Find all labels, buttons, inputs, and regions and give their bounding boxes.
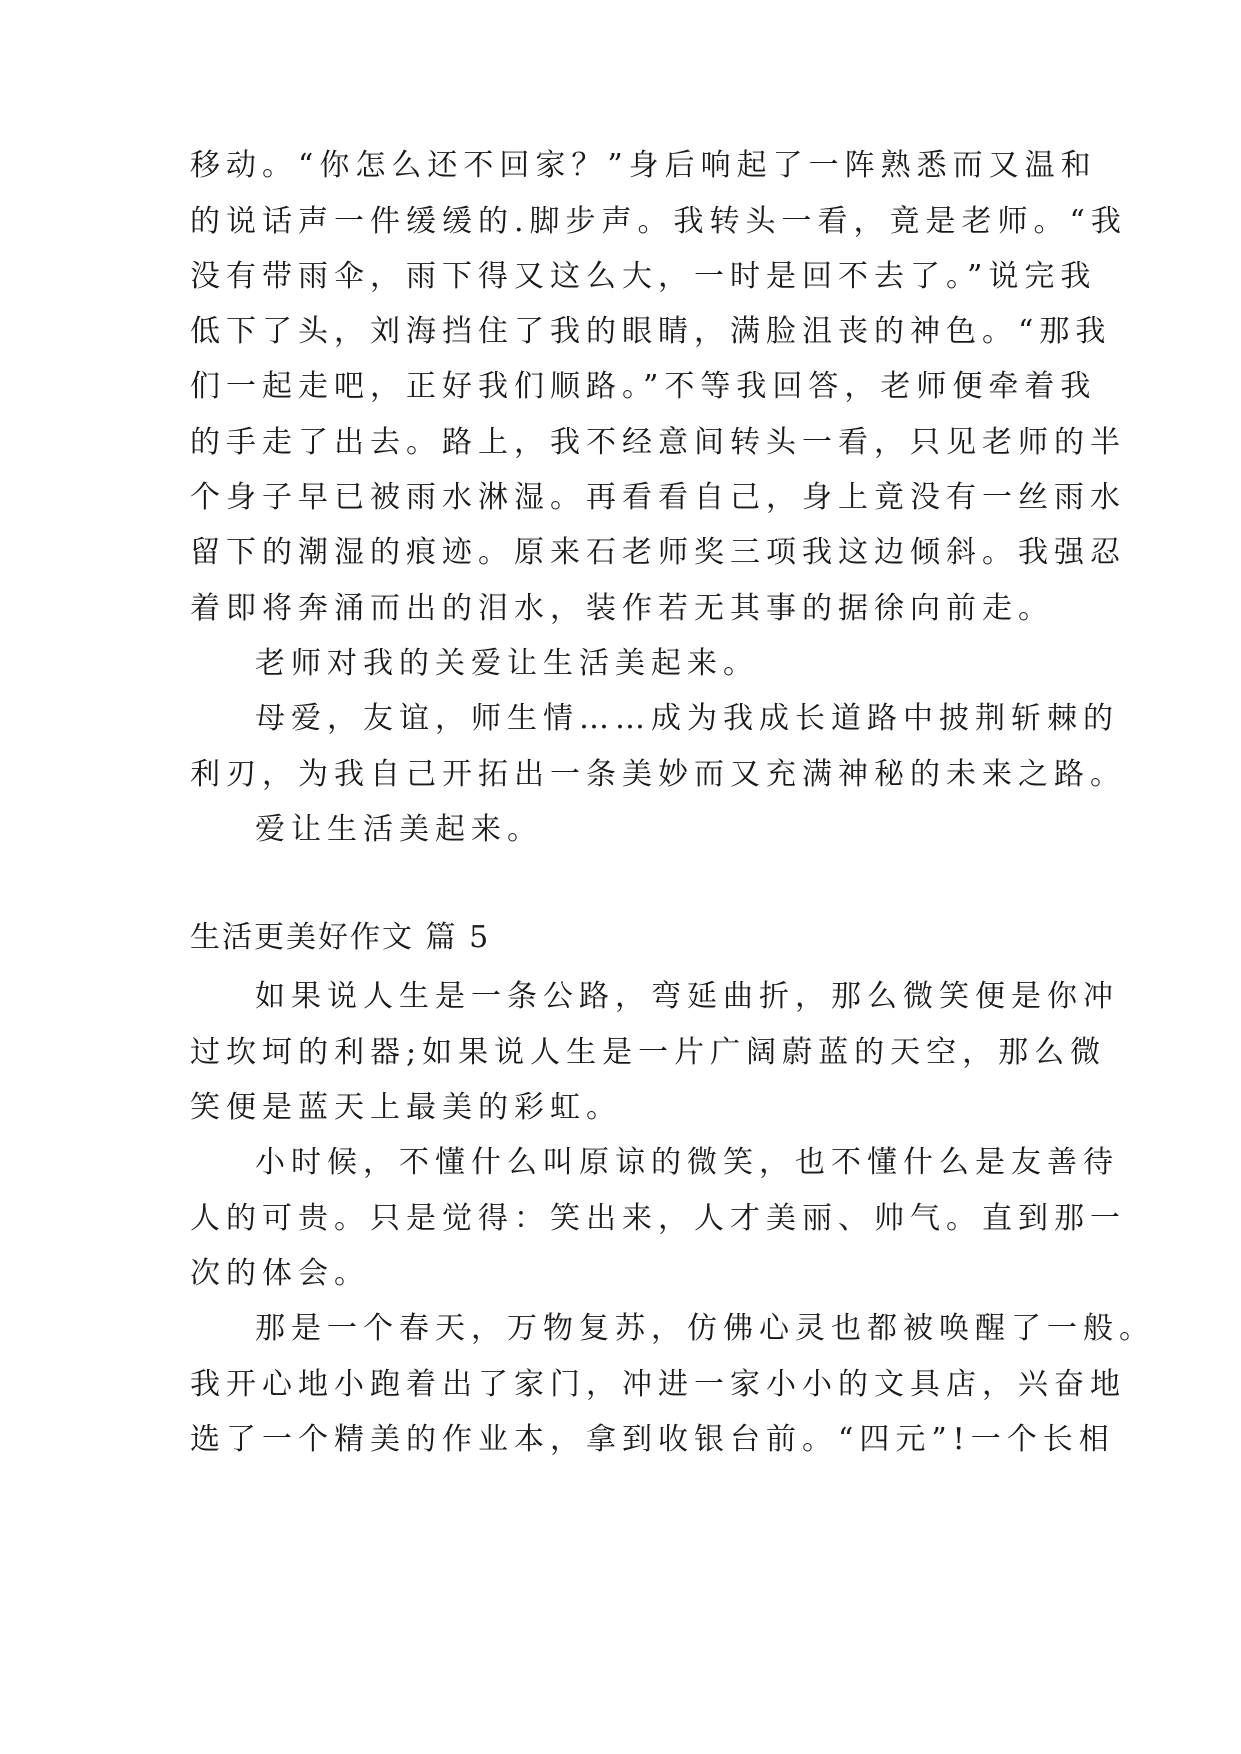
paragraph-line: 个身子早已被雨水淋湿。再看看自己，身上竟没有一丝雨水	[190, 480, 1126, 515]
paragraph-line: 我开心地小跑着出了家门，冲进一家小小的文具店，兴奋地	[190, 1367, 1126, 1402]
paragraph-line: 笑便是蓝天上最美的彩虹。	[190, 1090, 622, 1125]
paragraph-line: 老师对我的关爱让生活美起来。	[255, 646, 759, 681]
paragraph-line: 的手走了出去。路上，我不经意间转头一看，只见老师的半	[190, 425, 1126, 460]
paragraph-line: 移动。“你怎么还不回家？”身后响起了一阵熟悉而又温和	[190, 148, 1097, 183]
section-heading: 生活更美好作文 篇 5	[190, 920, 491, 955]
paragraph-line: 小时候，不懂什么叫原谅的微笑，也不懂什么是友善待	[255, 1145, 1119, 1180]
paragraph-line: 次的体会。	[190, 1256, 370, 1291]
paragraph-line: 过坎坷的利器;如果说人生是一片广阔蔚蓝的天空，那么微	[190, 1035, 1107, 1070]
paragraph-line: 选了一个精美的作业本，拿到收银台前。“四元”!一个长相	[190, 1422, 1115, 1457]
paragraph-line: 的说话声一件缓缓的.脚步声。我转头一看，竟是老师。“我	[190, 204, 1127, 239]
paragraph-line: 留下的潮湿的痕迹。原来石老师奖三项我这边倾斜。我强忍	[190, 535, 1126, 570]
paragraph-line: 人的可贵。只是觉得：笑出来，人才美丽、帅气。直到那一	[190, 1201, 1126, 1236]
paragraph-line: 着即将奔涌而出的泪水，装作若无其事的据徐向前走。	[190, 591, 1054, 626]
paragraph-line: 低下了头，刘海挡住了我的眼睛，满脸沮丧的神色。“那我	[190, 314, 1112, 349]
paragraph-line: 如果说人生是一条公路，弯延曲折，那么微笑便是你冲	[255, 979, 1119, 1014]
paragraph-line: 没有带雨伞，雨下得又这么大，一时是回不去了。”说完我	[190, 259, 1097, 294]
paragraph-line: 们一起走吧，正好我们顺路。”不等我回答，老师便牵着我	[190, 369, 1097, 404]
paragraph-line: 爱让生活美起来。	[255, 812, 543, 847]
paragraph-line: 母爱，友谊，师生情……成为我成长道路中披荆斩棘的	[255, 701, 1119, 736]
paragraph-line: 利刃，为我自己开拓出一条美妙而又充满神秘的未来之路。	[190, 757, 1126, 792]
paragraph-line: 那是一个春天，万物复苏，仿佛心灵也都被唤醒了一般。	[255, 1311, 1155, 1346]
